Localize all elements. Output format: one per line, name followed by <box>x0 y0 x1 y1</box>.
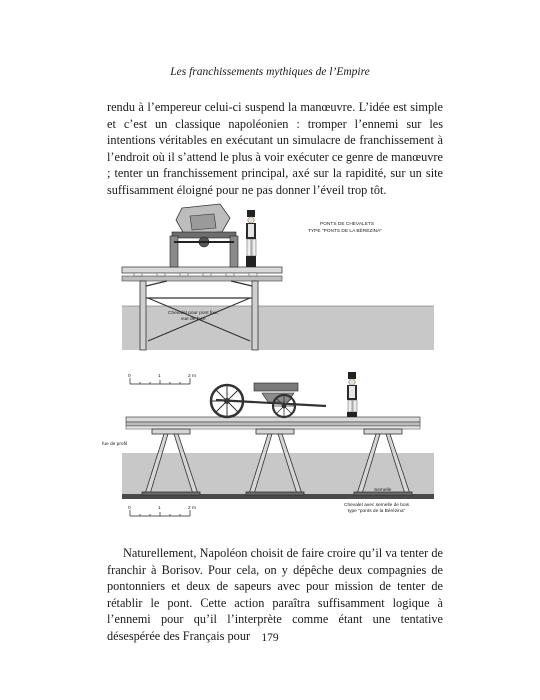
figure-title-line1: PONTS DE CHEVALETS <box>320 222 375 227</box>
soldier-figure-top <box>246 210 256 267</box>
page-number: 179 <box>261 632 279 644</box>
cannon-side-view <box>211 383 326 417</box>
wagon-front-view <box>170 204 238 267</box>
bridge-drawing <box>112 198 444 528</box>
scale-top-2: 2 m <box>188 374 196 379</box>
bridge-illustration <box>102 198 444 528</box>
scale-bottom-1: 1 <box>158 506 161 511</box>
running-head: Les franchissements mythiques de l’Empire <box>170 66 370 78</box>
paragraph-bottom: Naturellement, Napoléon choisit de faire croire qu’il va tenter de franchir à Borisov. Pour cela, on y dépêche deux compagnies de pontonniers et deux de sapeurs avec pour mission de tenter de rétablir le pont. Cette action paraîtra suffisamment logique à l’ennemi pour qu’il l’interprète comme étant une tentative désespérée des Français pour <box>107 546 443 643</box>
scale-top-1: 1 <box>158 374 161 379</box>
soldier-figure-bottom <box>347 372 357 417</box>
figure-title-line2: TYPE "PONTS DE LA BÉRÉZINA" <box>308 229 383 234</box>
scale-bottom-2: 2 m <box>188 506 196 511</box>
label-semelle: Semelle <box>374 488 392 493</box>
trestle-leg-right <box>252 281 258 350</box>
bridge-deck-top <box>122 267 282 273</box>
trestle-leg-left <box>140 281 146 350</box>
label-profile: fue de profil <box>102 442 128 447</box>
scale-bottom-0: 0 <box>128 506 131 511</box>
bridge-deck-bottom <box>126 417 420 422</box>
figure-caption: Chevalet avec semelle de bois type "ponts de la Bérézina" <box>344 503 410 514</box>
scale-top-0: 0 <box>128 374 131 379</box>
paragraph-top: rendu à l’empereur celui-ci suspend la manœuvre. L’idée est simple et c’est un classique napoléonien : tromper l’ennemi sur les intentions véritables en exécutant un simulacre de franchissement à l’endroit où il s’attend le plus à voir exécuter ce genre de manœuvre ; tenter un franchissement principal, axé sur la rapidité, sur un site suffisamment éloigné pour ne pas donner l’éveil trop tôt. <box>107 100 443 197</box>
label-trestle-front: Chevalet pour pont fixe, vue de face <box>168 311 219 322</box>
